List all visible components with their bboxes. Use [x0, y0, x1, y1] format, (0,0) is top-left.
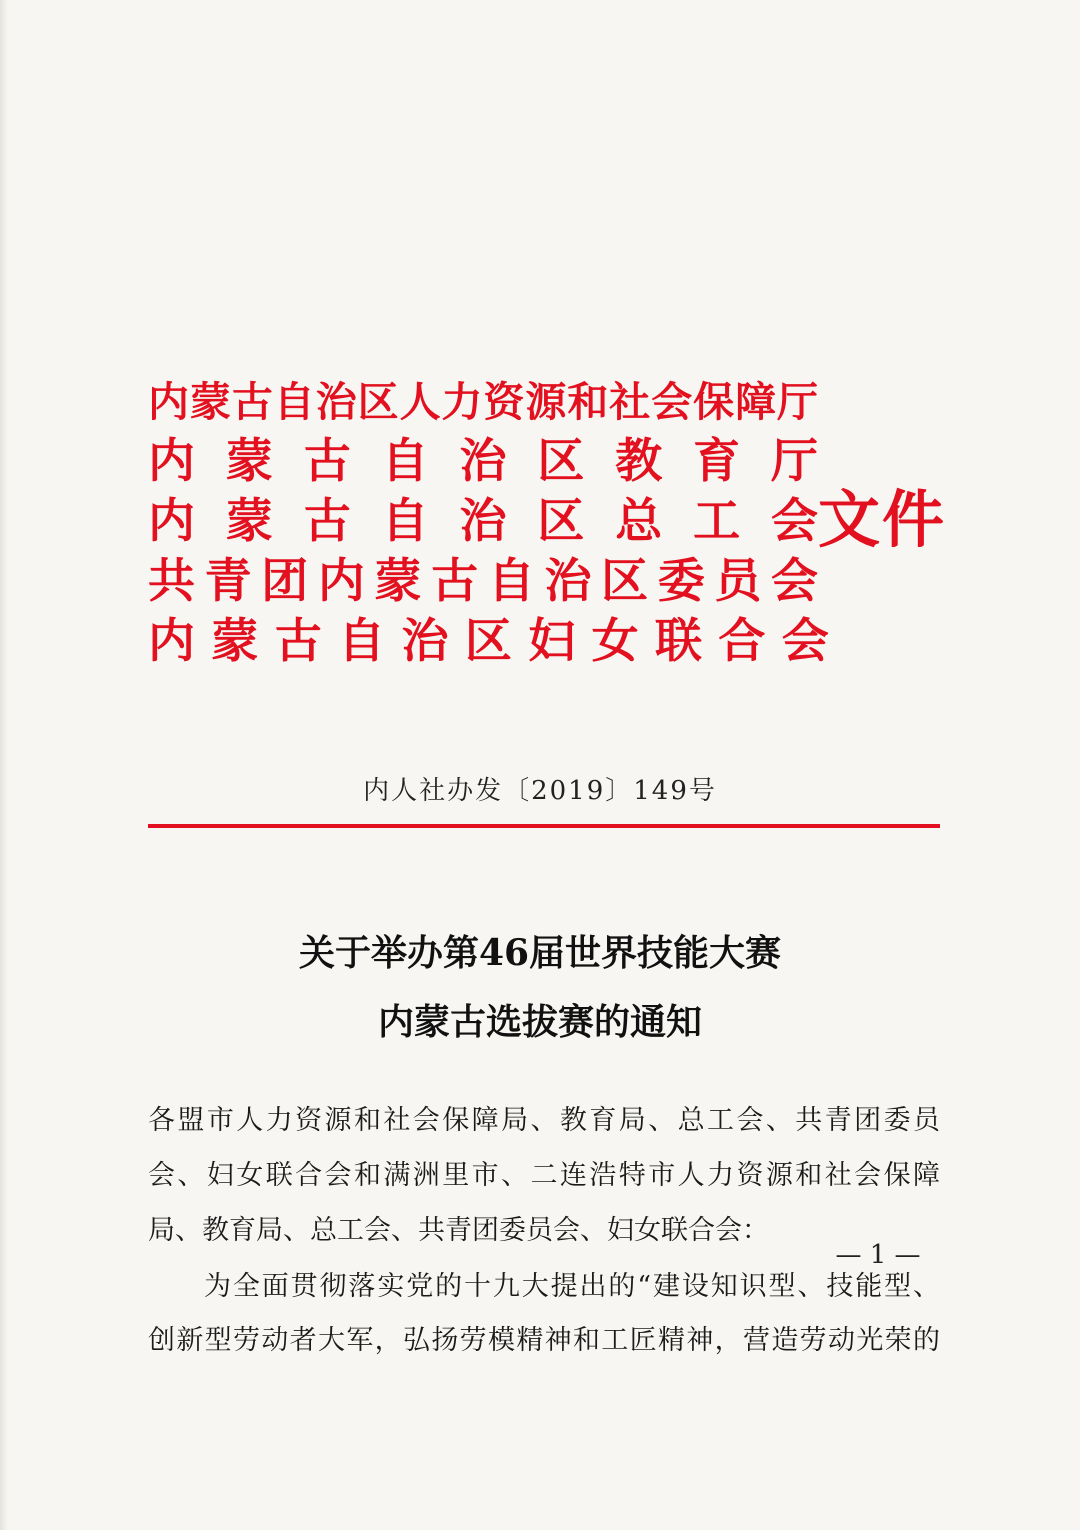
- red-divider: [148, 824, 940, 828]
- issuer-line: 内 蒙 古 自 治 区 妇 女 联 合 会: [148, 614, 829, 669]
- document-title-line-1: 关于举办第46届世界技能大赛: [298, 932, 782, 974]
- issuer-line: 共青团内蒙古自治区委员会: [148, 554, 818, 609]
- body-line: 会、妇女联合会和满洲里市、二连浩特市人力资源和社会保障: [148, 1160, 940, 1191]
- issuer-line: 内 蒙 古 自 治 区 总 工 会: [148, 494, 818, 549]
- body-line: 各盟市人力资源和社会保障局、教育局、总工会、共青团委员: [148, 1105, 940, 1136]
- issuer-line: 内 蒙 古 自 治 区 教 育 厅: [148, 434, 818, 489]
- body-line: 为全面贯彻落实党的十九大提出的“建设知识型、技能型、: [204, 1271, 940, 1302]
- document-number: 内人社办发〔2019〕149号: [363, 776, 717, 806]
- document-type: 文件: [818, 483, 947, 556]
- body-line: 局、教育局、总工会、共青团委员会、妇女联合会：: [148, 1215, 769, 1246]
- page-number: — 1 —: [835, 1240, 921, 1270]
- issuing-authorities: [148, 372, 829, 672]
- issuer-line: 内蒙古自治区人力资源和社会保障厅: [148, 378, 818, 426]
- body-line: 创新型劳动者大军，弘扬劳模精神和工匠精神，营造劳动光荣的: [148, 1325, 940, 1356]
- document-title-line-2: 内蒙古选拔赛的通知: [377, 1001, 702, 1043]
- scan-edge: [0, 0, 8, 1530]
